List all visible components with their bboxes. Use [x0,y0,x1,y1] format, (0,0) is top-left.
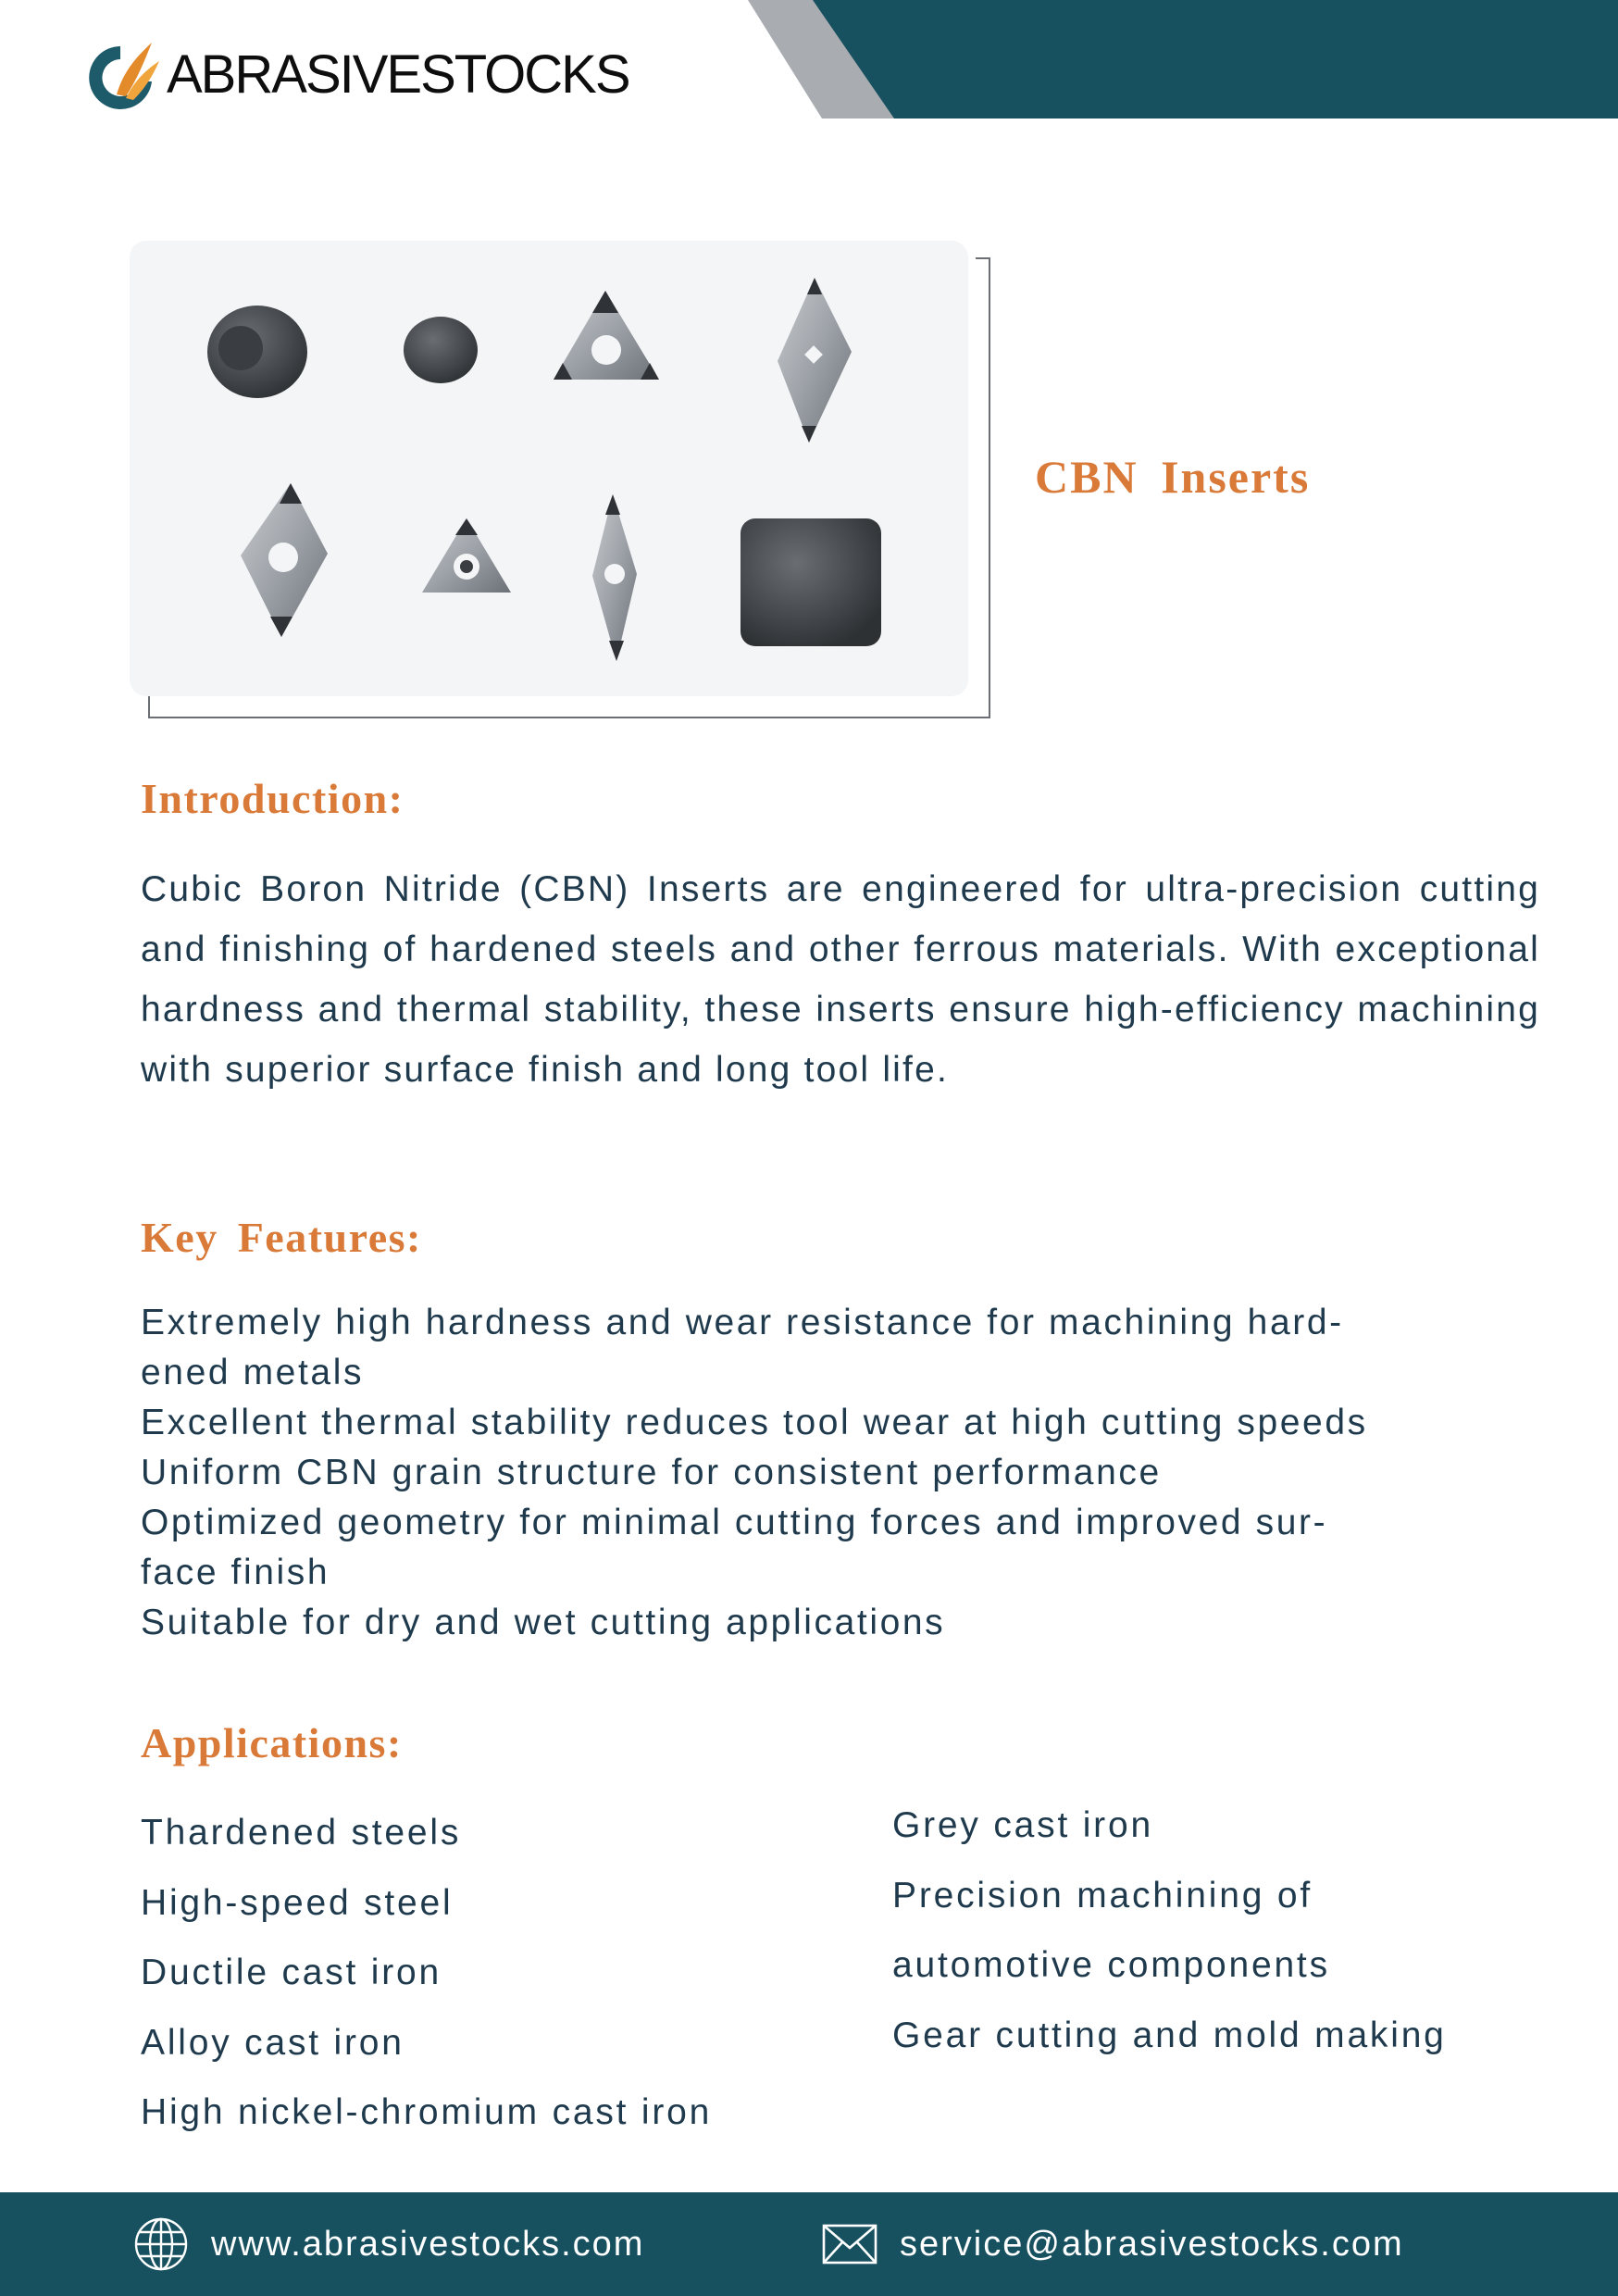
website-link[interactable]: www.abrasivestocks.com [211,2224,645,2264]
application-item: Thardened steels [141,1813,462,1853]
feature-line: Extremely high hardness and wear resistance for machining hard- [141,1303,1344,1342]
footer-email[interactable] [822,2192,1404,2296]
application-item: Precision machining of [892,1875,1313,1915]
feature-line: face finish [141,1553,330,1592]
feature-line: Optimized geometry for minimal cutting forces and improved sur- [141,1503,1328,1542]
cbn-inserts-illustration [130,241,968,696]
square-insert-icon [741,518,881,646]
triangle-insert-icon [422,518,511,593]
key-features-list [141,1298,1548,1648]
header-teal-stripe [813,0,1618,119]
rhombic-insert-icon [241,483,328,637]
brand-logo[interactable] [74,33,629,122]
application-item: automotive components [892,1945,1330,1985]
key-features-heading: Key Features: [141,1214,422,1261]
diamond-insert-long-icon [592,494,637,661]
brand-name: ABRASIVESTOCKS [167,44,629,105]
application-item: Grey cast iron [892,1805,1153,1845]
application-item: Ductile cast iron [141,1953,442,1992]
logo-icon [74,33,163,122]
feature-line: ened metals [141,1353,365,1392]
applications-list-left [141,1798,712,2148]
application-item: High-speed steel [141,1882,454,1923]
footer-website[interactable] [133,2192,644,2296]
introduction-heading: Introduction: [141,775,404,822]
email-link[interactable]: service@abrasivestocks.com [900,2224,1404,2264]
application-item: High nickel-chromium cast iron [141,2092,713,2132]
product-photo [130,241,968,696]
introduction-body: Cubic Boron Nitride (CBN) Inserts are engineered for ultra-precision cutting and finishing of hardened steels and other ferrous materials. With exceptional hardness and thermal stability, these inserts ensure high-efficiency machining with superior surface finish and long tool life. [141,869,1540,1090]
feature-line: Suitable for dry and wet cutting applications [141,1603,946,1642]
round-insert-large-icon [207,306,307,398]
product-title: CBN Inserts [1035,451,1311,503]
round-insert-small-icon [404,317,478,383]
globe-icon [133,2216,189,2272]
application-item: Gear cutting and mold making [892,2015,1447,2055]
envelope-icon [822,2224,877,2265]
feature-line: Uniform CBN grain structure for consistent performance [141,1453,1162,1492]
footer-bar [0,2192,1618,2296]
diamond-insert-narrow-icon [778,278,852,443]
application-item: Alloy cast iron [141,2022,404,2063]
applications-heading: Applications: [141,1719,403,1766]
trigon-insert-icon [554,291,659,380]
feature-line: Excellent thermal stability reduces tool wear at high cutting speeds [141,1403,1368,1442]
applications-list-right [892,1791,1447,2070]
